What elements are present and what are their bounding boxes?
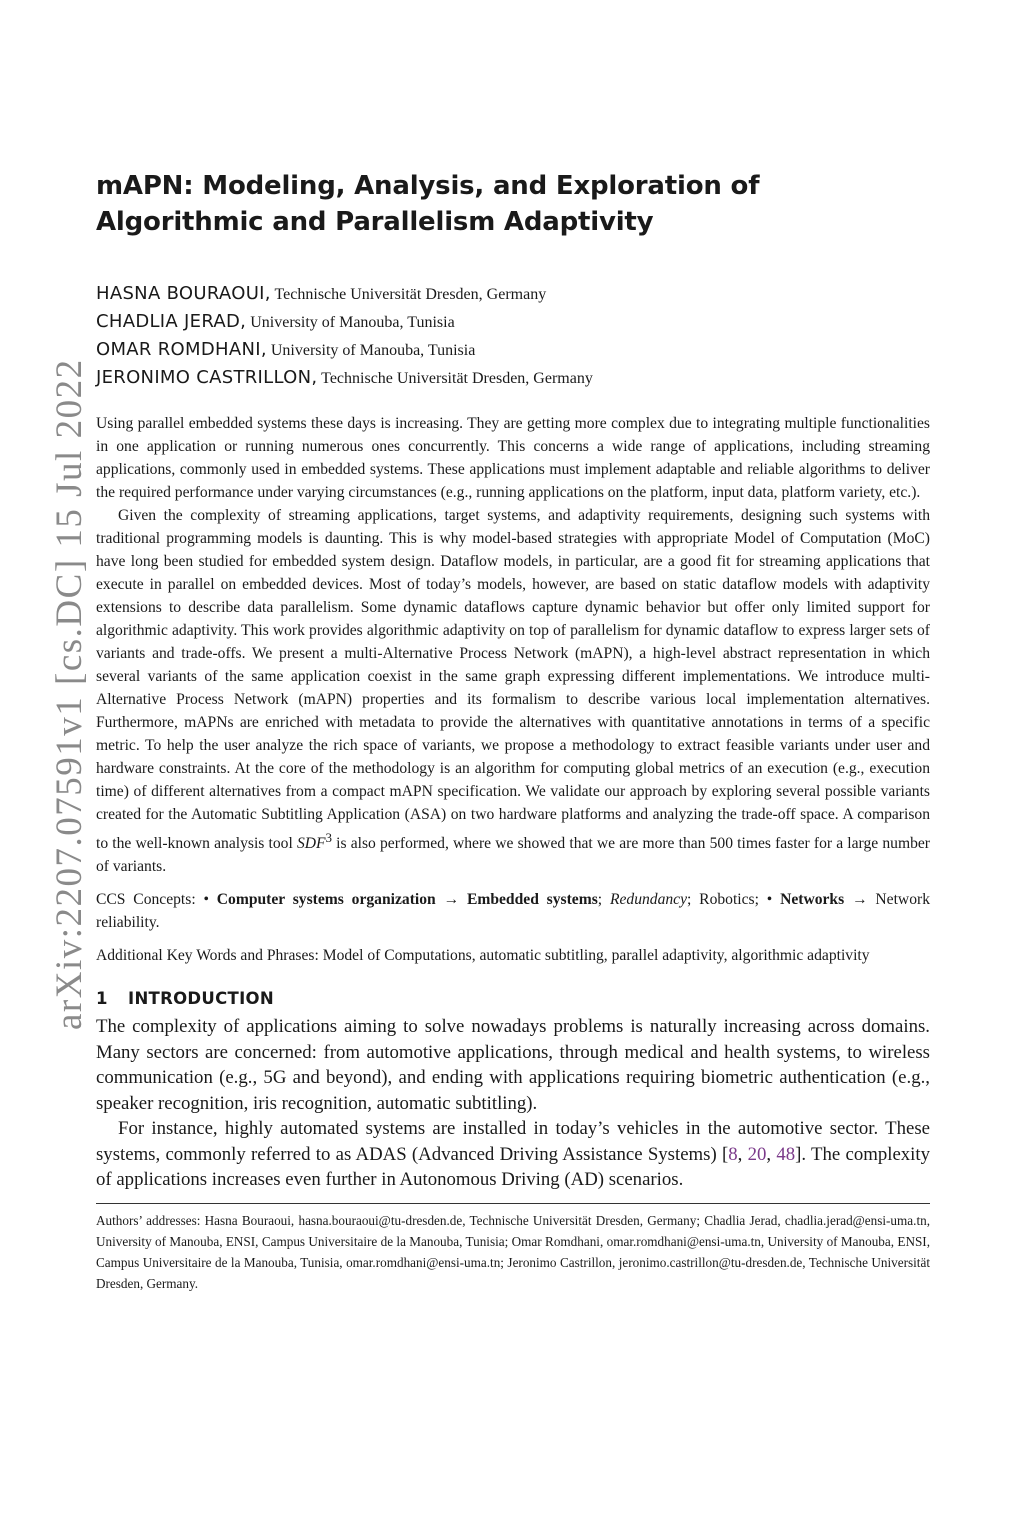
authors-addresses-footnote: Authors’ addresses: Hasna Bouraoui, hasna.bouraoui@tu-dresden.de, Technische Universität Dresden, Germany; Chadlia Jerad, chadlia.jerad@ensi-uma.tn, University of Manouba, ENSI, Campus Universitaire de la Manouba, Tunisia; Omar Romdhani, omar.romdhani@ensi-uma.tn, University of Manouba, ENSI, Campus Universitaire de la Manouba, Tunisia, omar.romdhani@ensi-uma.tn; Jeronimo Castrillon, jeronimo.castrillon@tu-dresden.de, Technische Universität Dresden, Germany.: [96, 1212, 930, 1291]
ccs-concept: Network reliability.: [96, 891, 930, 932]
footnote-divider: [96, 1203, 930, 1204]
author-affiliation: Technische Universität Dresden, Germany: [274, 286, 547, 303]
citation-separator: ,: [766, 1143, 777, 1165]
author-name: CHADLIA JERAD,: [96, 311, 247, 332]
abstract: [96, 412, 930, 878]
ccs-separator: ; Robotics; •: [687, 891, 781, 909]
keywords: Additional Key Words and Phrases: Model of Computations, automatic subtitling, parallel adaptivity, algorithmic adaptivity: [96, 947, 870, 965]
ccs-label: CCS Concepts: •: [96, 891, 217, 909]
author-entry: [96, 336, 930, 364]
introduction-body: [96, 1014, 930, 1193]
citation-link[interactable]: 20: [747, 1143, 767, 1165]
intro-text: For instance, highly automated systems are installed in today’s vehicles in the automotive sector. These systems, commonly referred to as ADAS (Advanced Driving Assistance Systems) [: [96, 1118, 930, 1165]
author-affiliation: University of Manouba, Tunisia: [270, 342, 476, 359]
intro-paragraph: The complexity of applications aiming to solve nowadays problems is naturally increasing across domains. Many sectors are concerned: from automotive applications, through medical and health systems, to wireless communication (e.g., 5G and beyond), and ending with applications requiring biometric authentication (e.g., speaker recognition, iris recognition, automatic subtitling).: [96, 1016, 930, 1114]
author-list: [96, 280, 930, 392]
author-name: HASNA BOURAOUI,: [96, 283, 271, 304]
intro-text: ]. The complexity of applications increases even further in Autonomous Driving (AD) scenarios.: [96, 1143, 930, 1191]
author-entry: [96, 308, 930, 336]
abstract-text: is also performed, where we showed that we are more than 500 times faster for a large number of variants.: [96, 835, 930, 876]
sdf-superscript: 3: [325, 830, 333, 845]
arxiv-identifier: arXiv:2207.07591v1 [cs.DC] 15 Jul 2022: [49, 358, 90, 1030]
section-heading: [96, 989, 930, 1008]
author-affiliation: University of Manouba, Tunisia: [250, 314, 455, 331]
ccs-concept: Redundancy: [609, 891, 688, 909]
ccs-arrow: →: [844, 891, 876, 909]
ccs-arrow: →: [435, 891, 467, 909]
ccs-concept: Embedded systems: [466, 891, 598, 909]
section-title: INTRODUCTION: [128, 989, 274, 1009]
author-name: OMAR ROMDHANI,: [96, 339, 267, 360]
ccs-concept: Networks: [780, 891, 845, 909]
author-name: JERONIMO CASTRILLON,: [96, 367, 318, 388]
intro-paragraph: [96, 1116, 930, 1193]
citation-link[interactable]: 48: [776, 1143, 796, 1165]
abstract-text: Given the complexity of streaming applications, target systems, and adaptivity requirements, designing such systems with traditional programming models is daunting. This is why model-based strategies with appropriate Model of Computation (MoC) have long been studied for embedded system design. Dataflow models, in particular, are a good fit for streaming applications that execute in parallel on embedded devices. Most of today’s models, however, are based on static dataflow models with adaptivity extensions to describe data parallelism. Some dynamic dataflows capture dynamic behavior but offer only limited support for algorithmic adaptivity. This work provides algorithmic adaptivity on top of parallelism for dynamic dataflow to express larger sets of variants and trade-offs. We present a multi-Alternative Process Network (mAPN), a high-level abstract representation in which several variants of the same application coexist in the same graph expressing different implementations. We introduce multi-Alternative Process Network (mAPN) properties and its formalism to describe various local implementation alternatives. Furthermore, mAPNs are enriched with metadata to provide the alternatives with quantitative annotations in terms of a specific metric. To help the user analyze the rich space of variants, we propose a methodology to extract feasible variants under user and hardware constraints. At the core of the methodology is an algorithm for computing global metrics of an execution (e.g., execution time) of different alternatives from a compact mAPN specification. We validate our approach by exploring several possible variants created for the Automatic Subtitling Application (ASA) on two hardware platforms and analyzing the trade-off space. A comparison to the well-known analysis tool: [96, 507, 930, 853]
paper-page: [96, 168, 930, 1294]
author-entry: [96, 280, 930, 308]
abstract-paragraph: Using parallel embedded systems these days is increasing. They are getting more complex due to integrating multiple functionalities in one application or running numerous ones concurrently. This concerns a wide range of applications, including streaming applications, commonly used in embedded systems. These applications must implement adaptable and reliable algorithms to deliver the required performance under varying circumstances (e.g., running applications on the platform, input data, platform variety, etc.).: [96, 415, 930, 501]
paper-title: mAPN: Modeling, Analysis, and Exploration of Algorithmic and Parallelism Adaptivity: [96, 171, 760, 237]
sdf-tool-name: SDF: [296, 835, 326, 853]
citation-link[interactable]: 8: [728, 1143, 738, 1165]
author-entry: [96, 364, 930, 392]
citation-separator: ,: [737, 1143, 748, 1165]
ccs-concept: Computer systems organization: [216, 891, 436, 909]
author-affiliation: Technische Universität Dresden, Germany: [321, 370, 593, 387]
ccs-concepts: [96, 888, 930, 934]
section-number: 1: [96, 989, 108, 1009]
ccs-separator: ;: [597, 891, 610, 909]
abstract-paragraph: [96, 504, 930, 878]
